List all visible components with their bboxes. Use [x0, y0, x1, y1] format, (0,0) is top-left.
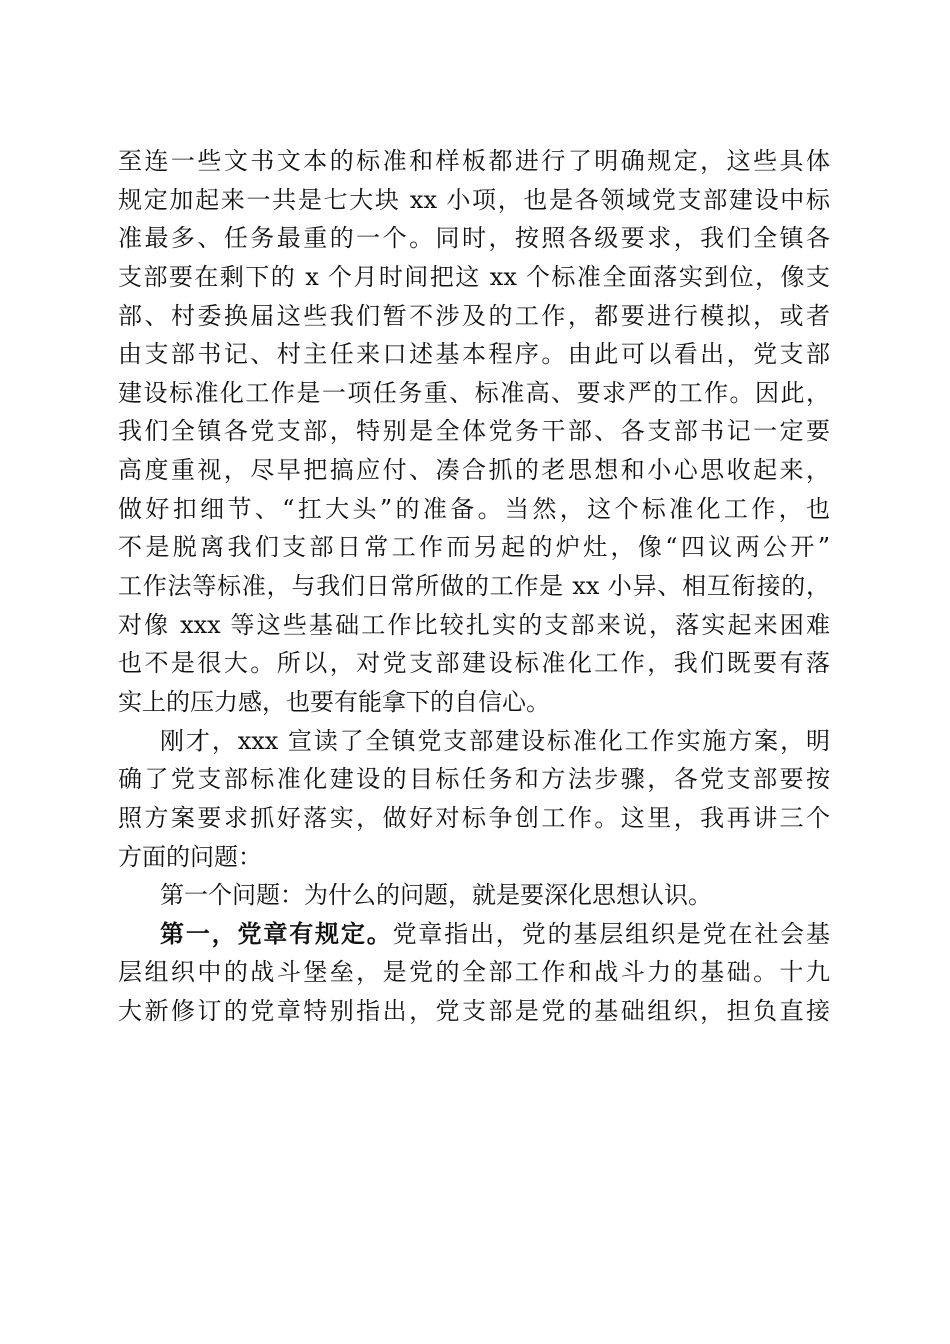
paragraph-1-line-15: 实上的压力感，也要有能拿下的自信心。 [118, 687, 550, 716]
paragraph-4-line-1 [118, 915, 830, 954]
paragraph-1-line-5: 部、村委换届这些我们暂不涉及的工作，都要进行模拟，或者 [118, 301, 830, 330]
paragraph-1-line-7: 建设标准化工作是一项任务重、标准高、要求严的工作。因此， [118, 378, 830, 407]
paragraph-4-lead: 第一，党章有规定。 [160, 918, 393, 948]
paragraph-2-line-3: 照方案要求抓好落实，做好对标争创工作。这里，我再讲三个 [118, 803, 830, 832]
paragraph-1-line-3: 准最多、任务最重的一个。同时，按照各级要求，我们全镇各 [118, 224, 830, 253]
paragraph-2-line-1: 刚才，xxx 宣读了全镇党支部建设标准化工作实施方案，明 [160, 726, 830, 755]
paragraph-4-line-2: 层组织中的战斗堡垒，是党的全部工作和战斗力的基础。十九 [118, 958, 830, 987]
section-heading: 第一个问题：为什么的问题，就是要深化思想认识。 [160, 881, 712, 910]
paragraph-1-line-6: 由支部书记、村主任来口述基本程序。由此可以看出，党支部 [118, 340, 830, 369]
paragraph-1-line-10: 做好扣细节、“扛大头”的准备。当然，这个标准化工作，也 [118, 494, 830, 523]
paragraph-2-line-2: 确了党支部标准化建设的目标任务和方法步骤，各党支部要按 [118, 765, 830, 794]
paragraph-1-line-14: 也不是很大。所以，对党支部建设标准化工作，我们既要有落 [118, 649, 830, 678]
paragraph-4-line-3: 大新修订的党章特别指出，党支部是党的基础组织，担负直接 [118, 997, 830, 1026]
paragraph-4-line-1-rest: 党章指出，党的基层组织是党在社会基 [392, 919, 831, 948]
paragraph-1-line-8: 我们全镇各党支部，特别是全体党务干部、各支部书记一定要 [118, 417, 830, 446]
paragraph-1-line-12: 工作法等标准，与我们日常所做的工作是 xx 小异、相互衔接的， [118, 572, 830, 601]
paragraph-1-line-2: 规定加起来一共是七大块 xx 小项，也是各领域党支部建设中标 [118, 185, 830, 214]
paragraph-1-line-9: 高度重视，尽早把搞应付、凑合抓的老思想和小心思收起来， [118, 456, 830, 485]
document-body [118, 142, 830, 1031]
paragraph-1-line-11: 不是脱离我们支部日常工作而另起的炉灶，像“四议两公开” [118, 533, 830, 562]
paragraph-1-line-13: 对像 xxx 等这些基础工作比较扎实的支部来说，落实起来困难 [118, 610, 830, 639]
paragraph-1-line-1: 至连一些文书文本的标准和样板都进行了明确规定，这些具体 [118, 147, 830, 175]
paragraph-2-line-4: 方面的问题： [118, 842, 262, 871]
paragraph-1-line-4: 支部要在剩下的 x 个月时间把这 xx 个标准全面落实到位，像支 [118, 262, 830, 291]
